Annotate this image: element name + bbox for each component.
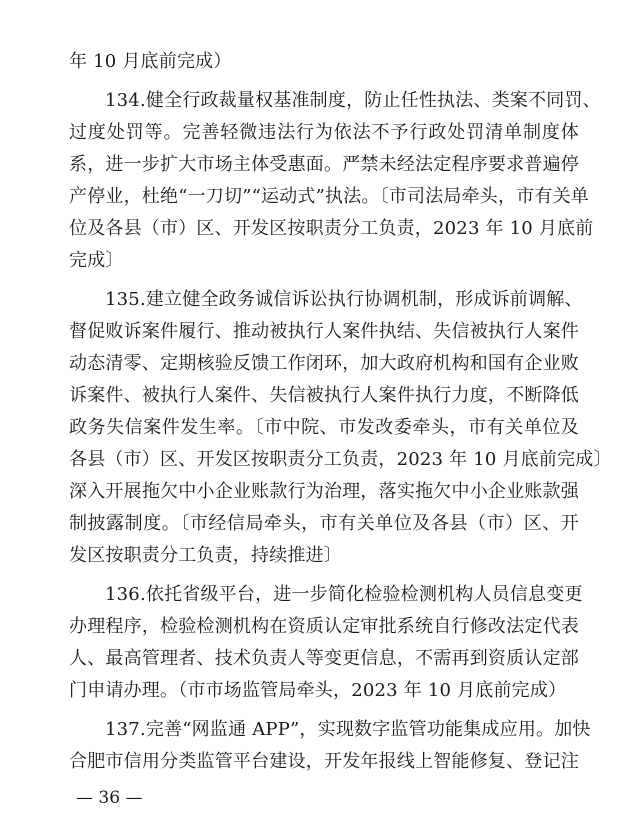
paragraph-135	[69, 284, 612, 572]
text-line: 产停业，杜绝“一刀切”“运动式”执法。〔市司法局牵头，市有关单	[69, 186, 590, 207]
text-line: 各县（市）区、开发区按职责分工负责，2023 年 10 月底前完成〕	[69, 449, 612, 470]
text-line: 督促败诉案件履行、推动被执行人案件执结、失信被执行人案件	[69, 321, 579, 342]
text-line: 完成〕	[69, 250, 124, 271]
text-line: 年 10 月底前完成）	[69, 51, 232, 72]
text-line: 位及各县（市）区、开发区按职责分工负责，2023 年 10 月底前	[69, 218, 594, 239]
text-line: 深入开展拖欠中小企业账款行为治理，落实拖欠中小企业账款强	[69, 481, 579, 502]
text-line: 门申请办理。（市市场监管局牵头，2023 年 10 月底前完成）	[69, 680, 567, 701]
text-line: 135.建立健全政务诚信诉讼执行协调机制，形成诉前调解、	[105, 289, 583, 310]
text-line: 发区按职责分工负责，持续推进〕	[69, 545, 342, 566]
text-line: 系，进一步扩大市场主体受惠面。严禁未经法定程序要求普遍停	[69, 154, 579, 175]
paragraph-137	[69, 714, 591, 778]
document-body	[69, 46, 612, 778]
page-number: — 36 —	[76, 788, 143, 808]
text-line: 办理程序，检验检测机构在资质认定审批系统自行修改法定代表	[69, 616, 579, 637]
text-line: 过度处罚等。完善轻微违法行为依法不予行政处罚清单制度体	[69, 122, 579, 143]
text-line: 人、最高管理者、技术负责人等变更信息，不需再到资质认定部	[69, 648, 579, 669]
text-line: 134.健全行政裁量权基准制度，防止任性执法、类案不同罚、	[105, 90, 601, 111]
text-line: 诉案件、被执行人案件、失信被执行人案件执行力度，不断降低	[69, 385, 579, 406]
paragraph-136	[69, 579, 583, 707]
text-line: 合肥市信用分类监管平台建设，开发年报线上智能修复、登记注	[69, 751, 579, 772]
text-line: 制披露制度。〔市经信局牵头，市有关单位及各县（市）区、开	[69, 513, 579, 534]
text-line: 136.依托省级平台，进一步简化检验检测机构人员信息变更	[105, 584, 583, 605]
text-line: 动态清零、定期核验反馈工作闭环，加大政府机构和国有企业败	[69, 353, 579, 374]
text-line: 政务失信案件发生率。〔市中院、市发改委牵头，市有关单位及	[69, 417, 579, 438]
paragraph-continued	[69, 46, 579, 78]
paragraph-134	[69, 85, 601, 277]
text-line: 137.完善“网监通 APP”，实现数字监管功能集成应用。加快	[105, 719, 591, 740]
